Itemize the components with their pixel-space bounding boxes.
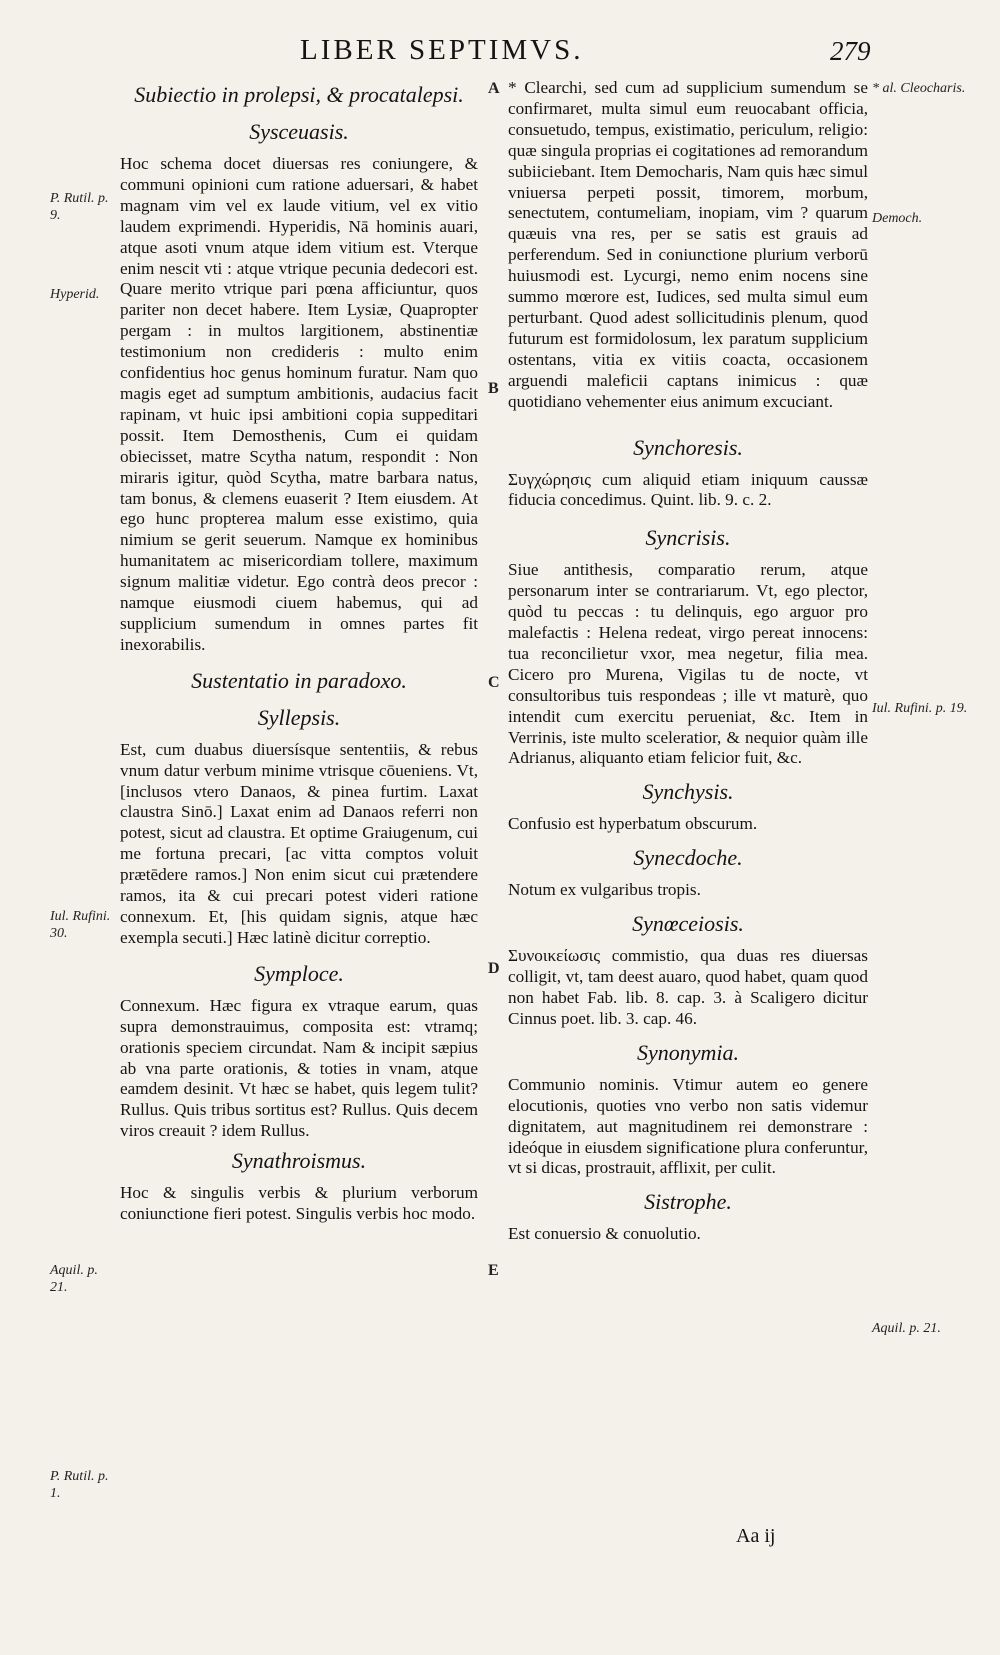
section-heading: Syncrisis. xyxy=(645,525,731,551)
left-margin-note: P. Rutil. p. 1. xyxy=(50,1469,109,1501)
left-margin-note: Aquil. p. 21. xyxy=(50,1263,98,1295)
paragraph-synathroismus: Hoc & singulis verbis & plurium verborum coniunctione fieri potest. Singulis verbis hoc modo. xyxy=(120,1183,478,1224)
section-heading: Subiectio in prolepsi, & procatalepsi. xyxy=(134,82,464,107)
section-synchoresis xyxy=(508,433,868,512)
left-margin-note: Iul. Rufini. 30. xyxy=(50,909,111,941)
paragraph-sysceuasis: Hoc schema docet diuersas res coniungere, & communi opinioni cum ratione aduersari, & habet magnam vim vel ex laude vitium, vel ex vitio laudem exprimendi. Hyperidis, Nā hominis auari, atque asoti vnum atque idem vitium est. Vterque enim nescit vti : atque vtrique pecunia dedecori est. Quare merito vtrique pari pœna afficiuntur, quos pariter non decet habere. Item Lysiæ, Quapropter pergam : in multos largitionem, abstinentiæ testimonium non credideris : multo enim confidentius hoc genus hominum furatur. Nam quo magis eget ad sumptum ambitionis, audacius facit rapinam, vt huic ipsi ambitioni copia suppeditari possit. Item Demosthenis, Cum ei quidam obiecisset, matre Scytha natum, respondit : Non miraris igitur, quòd Scytha, matre barbara natus, tam bonus, & clemens euaserit ? Item eiusdem. At ego hunc propterea malum esse existimo, quia nimium se gerit seuerum. Namque ex hominibus humanitatem ac misericordiam tollere, maximum signum malitiæ videtur. Ego contrà deos precor : namque eiusmodi ciuem habemus, qui ad supplicium sumendum in omnes partes fit inexorabilis. xyxy=(120,154,478,654)
page-header xyxy=(0,34,1000,74)
right-margin-note: * al. Cleocharis. xyxy=(872,81,966,96)
section-subheading: Syllepsis. xyxy=(257,704,341,730)
section-sistrophe xyxy=(508,1187,868,1245)
left-margin-note: P. Rutil. p. 9. xyxy=(50,191,109,223)
margin-letter-c: C xyxy=(488,674,500,691)
paragraph-synecdoche: Notum ex vulgaribus tropis. xyxy=(508,880,701,900)
paragraph-synoeceiosis: Συνοικείωσις commistio, qua duas res diuersas colligit, vt, tam deest auaro, quod habet, quam quod non habet Fab. lib. 8. cap. 3. à Scaligero dicitur Cinnus poet. lib. 3. cap. 46. xyxy=(508,946,868,1028)
margin-letter-d: D xyxy=(488,960,500,977)
section-synathroismus xyxy=(120,1146,478,1225)
paragraph-synonymia: Communio nominis. Vtimur autem eo genere elocutionis, quoties vno verbo non satis videmur dignitatem, aut magnitudinem rei demonstrare : ideóque in eiusdem significatione plura conferuntur, vt si dicas, prostrauit, afflixit, per culit. xyxy=(508,1074,868,1178)
page-number: 279 xyxy=(830,36,871,66)
section-heading: Symploce. xyxy=(254,960,344,986)
section-heading: Sustentatio in paradoxo. xyxy=(191,667,407,693)
signature-mark: Aa ij xyxy=(736,1525,776,1547)
paragraph-syllepsis: Est, cum duabus diuersísque sententiis, & rebus vnum datur verbum minime vtrisque cōueniens. Vt, [inclusos vtero Danaos, & pinea furtim. Laxat claustra Sinō.] Laxat enim ad Danaos referri non potest, sicut ad claustra. Et optime Graiugenum, cui me fortuna precari, [ac vitta comptos voluit prætēdere ramos.] Non enim sicut cui prætendere ramos, ita & cui precari potest videri ratione connexum. Et, [his quidam signis, atque hæc exempla secuti.] Hæc latinè dicitur correptio. xyxy=(120,739,478,947)
paragraph-symploce: Connexum. Hæc figura ex vtraque earum, quas supra demonstrauimus, composita est: vtramq; orationis speciem circundat. Nam & incipit sæpius ab vna parte orationis, & toties in vnam, atque eamdem desinit. Vt hæc se habet, quis legem tulit? Rullus. Quis tribus sortitus est? Rullus. Quis decem viros creauit ? idem Rullus. xyxy=(120,995,478,1141)
running-head: LIBER SEPTIMVS. xyxy=(300,34,584,66)
section-heading: Sistrophe. xyxy=(644,1189,732,1215)
section-heading: Synchysis. xyxy=(642,779,734,805)
section-heading: Synchoresis. xyxy=(633,434,743,460)
left-column xyxy=(120,78,478,1225)
section-heading: Synœceiosis. xyxy=(632,911,744,937)
section-symploce xyxy=(120,959,478,1142)
paragraph-synchoresis: Συγχώρησις cum aliquid etiam iniquum caussæ fiducia concedimus. Quint. lib. 9. c. 2. xyxy=(508,469,868,510)
paragraph-continuation: * Clearchi, sed cum ad supplicium sumendum se confirmaret, multa simul eum reuocabant officia, consuetudo, tempus, existimatio, periculum, religio: quæ singula proprias ei cogitationes ad remorandum subiiciebant. Item Democharis, Nam quis hæc simul vniuersa perpeti possit, timorem, morbum, senectutem, contumeliam, inopiam, vim ? quarum quæuis vna res, per se satis est grauis ad perferendum. Sed in coniunctione plurium verborū huiusmodi est. Lycurgi, nemo enim nocens sine summo mœrore est, Iudices, sed multa simul eum perturbant. Quod adest sollicitudinis plenum, quod futurum est formidolosum, lex paratum supplicium ostentans, vitia ex vitiis coacta, occasionem arguendi maleficii captans inimicus : quæ quotidiano vehementer eius animum excuciant. xyxy=(508,78,868,411)
margin-letter-a: A xyxy=(488,80,500,97)
section-subiectio xyxy=(120,80,478,656)
right-margin-note: Aquil. p. 21. xyxy=(872,1321,941,1336)
section-synecdoche xyxy=(508,843,868,901)
section-subheading: Sysceuasis. xyxy=(249,119,349,144)
section-synonymia xyxy=(508,1038,868,1180)
section-heading: Synonymia. xyxy=(636,1039,740,1065)
section-heading: Synathroismus. xyxy=(231,1148,367,1174)
section-heading: Synecdoche. xyxy=(633,845,743,871)
section-syncrisis xyxy=(508,523,868,769)
right-margin-note: Iul. Rufini. p. 19. xyxy=(872,701,968,716)
section-sustentatio xyxy=(120,666,478,949)
section-synoeceiosis xyxy=(508,909,868,1030)
paragraph-synchysis: Confusio est hyperbatum obscurum. xyxy=(508,814,758,834)
margin-letter-b: B xyxy=(488,380,499,397)
margin-letter-e: E xyxy=(488,1262,499,1279)
left-margin-note: Hyperid. xyxy=(50,287,100,302)
right-column xyxy=(508,78,868,1245)
right-margin-note: Democh. xyxy=(872,211,923,226)
section-synchysis xyxy=(508,777,868,835)
paragraph-syncrisis: Siue antithesis, comparatio rerum, atque personarum inter se contrariarum. Vt, ego plector, quòd tu peccas : tu delinquis, ego arguor pro malefactis : Helena redeat, virgo pereat innocens: tua reconcilietur vxor, mea negetur, filia mea. Cicero pro Murena, Vigilas tu de nocte, vt consultoribus tuis respondeas ; ille vt maturè, quo intendit cum exercitu perueniat, &c. Item in Verrinis, iste multo sceleratior, & nequior quàm ille Adrianus, aliquanto etiam felicior fuit, &c. xyxy=(508,560,868,768)
paragraph-sistrophe: Est conuersio & conuolutio. xyxy=(508,1224,701,1244)
